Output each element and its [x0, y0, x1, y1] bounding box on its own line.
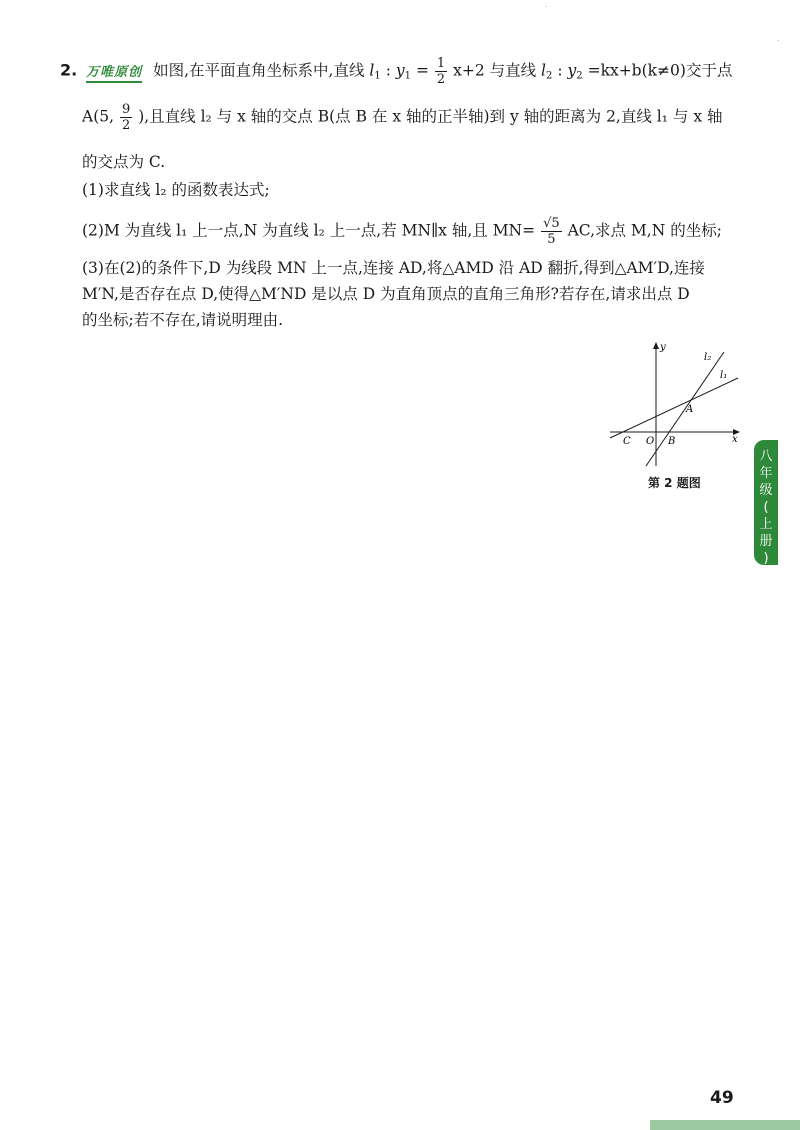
question-3-line-3: [82, 308, 283, 332]
side-tab-char: 上: [759, 517, 773, 532]
origin-label: O: [646, 436, 655, 447]
numerator: 1: [436, 56, 446, 71]
numerator: √5: [543, 216, 560, 231]
fraction: [120, 102, 132, 133]
side-tab-char: 册: [759, 534, 773, 549]
problem-line-2: [82, 102, 722, 133]
l2-label: l₂: [704, 352, 712, 363]
text: AC,求点 M,N 的坐标;: [567, 221, 722, 240]
problem-line-1: [60, 56, 732, 89]
text: =: [415, 61, 429, 80]
side-tab-char: 级: [759, 483, 773, 498]
scan-mark: .: [777, 34, 780, 43]
text: :: [557, 61, 563, 80]
text: 1: [404, 70, 411, 82]
text: (1)求直线 l₂ 的函数表达式;: [82, 181, 270, 199]
coordinate-figure: [606, 338, 746, 468]
side-tab-char: (: [763, 500, 769, 515]
text: 的坐标;若不存在,请说明理由.: [82, 311, 284, 329]
text: l: [541, 61, 547, 80]
denominator: 2: [436, 72, 446, 87]
l1-label: l₁: [720, 370, 728, 381]
text: A(5,: [82, 107, 115, 126]
line-l1: [610, 378, 738, 438]
point-c-label: C: [623, 436, 631, 447]
side-tab-char: ): [763, 551, 769, 566]
numerator: 9: [121, 102, 131, 117]
x-axis-label: x: [732, 434, 738, 445]
text: y: [395, 61, 405, 80]
text: :: [385, 61, 391, 80]
fraction: [435, 56, 447, 87]
page-number: 49: [710, 1088, 734, 1108]
question-2: [82, 216, 722, 247]
denominator: 2: [121, 118, 131, 133]
question-3-line-1: [82, 256, 705, 280]
text: 的交点为 C.: [82, 153, 166, 171]
y-axis-arrow: [653, 342, 659, 349]
question-1: [82, 178, 270, 202]
problem-number: 2.: [60, 60, 78, 80]
side-tab-char: 年: [759, 466, 773, 481]
fraction: [541, 216, 562, 247]
text: x+2 与直线: [453, 61, 542, 80]
text: (3)在(2)的条件下,D 为线段 MN 上一点,连接 AD,将△AMD 沿 AD 翻折,得到△AM′D,连接: [82, 259, 705, 277]
text: =kx+b(k≠0)交于点: [587, 61, 733, 80]
footer-band: [650, 1120, 800, 1130]
question-3-line-2: [82, 282, 690, 306]
text: 1: [374, 70, 381, 82]
text: (2)M 为直线 l₁ 上一点,N 为直线 l₂ 上一点,若 MN∥x 轴,且 MN=: [82, 221, 536, 240]
text: 2: [576, 70, 583, 82]
text: l: [369, 61, 375, 80]
text: 如图,在平面直角坐标系中,直线: [153, 61, 370, 80]
point-b-label: B: [668, 436, 676, 447]
grade-side-tab: [754, 440, 778, 565]
scan-mark: .: [545, 0, 548, 9]
original-badge: 万唯原创: [86, 65, 142, 83]
problem-line-3: [82, 150, 165, 174]
text: y: [567, 61, 577, 80]
point-a-label: A: [686, 404, 694, 415]
denominator: 5: [547, 232, 556, 247]
text: ),且直线 l₂ 与 x 轴的交点 B(点 B 在 x 轴的正半轴)到 y 轴的距离为 2,直线 l₁ 与 x 轴: [138, 107, 723, 126]
figure-caption: 第 2 题图: [648, 476, 701, 490]
y-axis-label: y: [660, 342, 666, 353]
text: 2: [546, 70, 553, 82]
line-l2: [646, 352, 724, 466]
text: M′N,是否存在点 D,使得△M′ND 是以点 D 为直角顶点的直角三角形?若存在,请求出点 D: [82, 285, 690, 303]
side-tab-char: 八: [759, 449, 773, 464]
